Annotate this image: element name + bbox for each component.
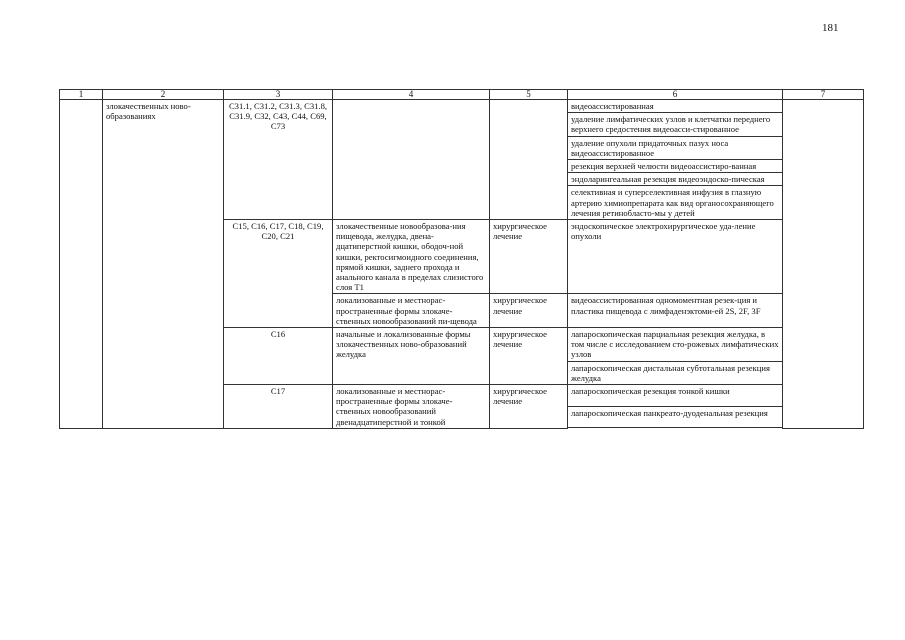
cell-condition: локализованные и местнорас-пространенные формы злокаче-ственных новообразований двенадцатиперстной и тонкой — [333, 385, 490, 429]
cell-method: селективная и суперселективная инфузия в глазную артерию химиопрепарата как вид органосохраняющего лечения ретинобласто-мы у детей — [568, 186, 783, 220]
cell-icd-codes: C16 — [224, 328, 333, 385]
cell-method: эндоларингеальная резекция видеоэндоско-пическая — [568, 173, 783, 186]
cell-treatment: хирургическое лечение — [490, 328, 568, 385]
cell-method: удаление лимфатических узлов и клетчатки переднего верхнего средостения видеоасси-стированное — [568, 113, 783, 136]
cell-disease-group: злокачественных ново-образованиях — [103, 100, 224, 429]
cell-condition: локализованные и местнорас-пространенные формы злокаче-ственных новообразований пи-щевода — [333, 294, 490, 328]
cell-col1 — [60, 100, 103, 429]
column-header-1: 1 — [60, 90, 103, 100]
cell-method: резекция верхней челюсти видеоассистиро-ванная — [568, 160, 783, 173]
column-header-6: 6 — [568, 90, 783, 100]
cell-icd-codes: C31.1, C31.2, C31.3, C31.8, C31.9, C32, C43, C44, C69, C73 — [224, 100, 333, 220]
column-header-7: 7 — [783, 90, 864, 100]
page-number: 181 — [822, 22, 839, 34]
column-header-4: 4 — [333, 90, 490, 100]
cell-treatment — [490, 100, 568, 220]
column-header-5: 5 — [490, 90, 568, 100]
cell-method: видеоассистированная одномоментная резек-ция и пластика пищевода с лимфаденэктоми-ей 2S, 2F, 3F — [568, 294, 783, 328]
medical-procedures-table — [59, 89, 864, 429]
cell-condition — [333, 100, 490, 220]
cell-col7 — [783, 100, 864, 429]
cell-treatment: хирургическое лечение — [490, 385, 568, 429]
cell-method: лапароскопическая парциальная резекция желудка, в том числе с исследованием сто-рожевых лимфатических узлов — [568, 328, 783, 362]
cell-method: лапароскопическая панкреато-дуоденальная резекция — [568, 406, 783, 428]
column-header-2: 2 — [103, 90, 224, 100]
cell-method: видеоассистированная — [568, 100, 783, 113]
cell-icd-codes: C17 — [224, 385, 333, 429]
cell-method: лапароскопическая дистальная субтотальная резекция желудка — [568, 361, 783, 384]
column-number-header — [60, 90, 864, 100]
cell-condition: злокачественные новообразова-ния пищевода, желудка, двена-дцатиперстной кишки, ободоч-ной кишки, ректосигмоидного соединения, прямой кишки, заднего прохода и анального канала в пределах слизистого слоя T1 — [333, 220, 490, 294]
cell-condition: начальные и локализованные формы злокачественных ново-образований желудка — [333, 328, 490, 385]
column-header-3: 3 — [224, 90, 333, 100]
cell-method: лапароскопическая резекция тонкой кишки — [568, 385, 783, 407]
cell-treatment: хирургическое лечение — [490, 220, 568, 294]
table-row — [60, 100, 864, 113]
cell-method: удаление опухоли придаточных пазух носа видеоассистированное — [568, 136, 783, 159]
cell-treatment: хирургическое лечение — [490, 294, 568, 328]
cell-method: эндоскопическое электрохирургическое уда-ление опухоли — [568, 220, 783, 294]
cell-icd-codes: C15, C16, C17, C18, C19, C20, C21 — [224, 220, 333, 328]
